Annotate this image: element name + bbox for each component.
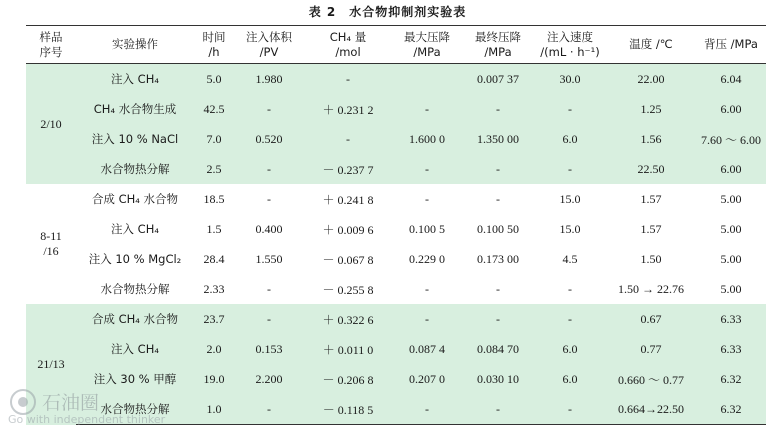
max-pressure-drop-cell <box>392 64 462 95</box>
table-body <box>26 64 766 425</box>
volume-cell: - <box>234 184 304 214</box>
table-row <box>26 214 766 244</box>
operation-cell: 合成 CH₄ 水合物 <box>76 304 194 334</box>
volume-cell: 0.520 <box>234 124 304 154</box>
injection-rate-cell: - <box>534 154 606 184</box>
back-pressure-cell: 5.00 <box>696 184 766 214</box>
back-pressure-cell: 6.04 <box>696 64 766 95</box>
max-pressure-drop-cell: - <box>392 184 462 214</box>
ch4-cell: ＋ 0.011 0 <box>304 334 392 364</box>
time-cell: 19.0 <box>194 364 234 394</box>
ch4-cell: ＋ 0.231 2 <box>304 94 392 124</box>
ch4-cell: - <box>304 64 392 95</box>
volume-cell: - <box>234 94 304 124</box>
inhibitor-experiment-table <box>26 25 766 425</box>
final-pressure-drop-cell: - <box>462 154 534 184</box>
injection-rate-cell: 30.0 <box>534 64 606 95</box>
back-pressure-cell: 5.00 <box>696 274 766 304</box>
max-pressure-drop-cell: 1.600 0 <box>392 124 462 154</box>
operation-cell: 注入 CH₄ <box>76 334 194 364</box>
max-pressure-drop-cell: - <box>392 304 462 334</box>
ch4-cell: － 0.255 8 <box>304 274 392 304</box>
table-row <box>26 334 766 364</box>
ch4-cell: ＋ 0.241 8 <box>304 184 392 214</box>
volume-cell: 0.400 <box>234 214 304 244</box>
final-pressure-drop-cell: 0.084 70 <box>462 334 534 364</box>
temperature-cell: 0.67 <box>606 304 696 334</box>
sample-cell: 2/10 <box>26 64 76 185</box>
max-pressure-drop-cell: 0.207 0 <box>392 364 462 394</box>
injection-rate-cell: - <box>534 394 606 425</box>
temperature-cell: 1.57 <box>606 214 696 244</box>
injection-rate-cell: 6.0 <box>534 364 606 394</box>
max-pressure-drop-cell: - <box>392 154 462 184</box>
time-cell: 1.0 <box>194 394 234 425</box>
table-title: 表 2 水合物抑制剂实验表 <box>308 5 467 19</box>
header-volume: 注入体积 /PV <box>234 26 304 64</box>
final-pressure-drop-cell: 0.007 37 <box>462 64 534 95</box>
temperature-cell: 0.664→22.50 <box>606 394 696 425</box>
temperature-cell: 0.77 <box>606 334 696 364</box>
header-temperature: 温度 /℃ <box>606 26 696 64</box>
temperature-cell: 0.660 ～ 0.77 <box>606 364 696 394</box>
operation-cell: 注入 CH₄ <box>76 214 194 244</box>
volume-cell: - <box>234 304 304 334</box>
max-pressure-drop-cell: - <box>392 94 462 124</box>
watermark-tagline: Go with independent thinker <box>8 413 166 426</box>
ch4-cell: － 0.206 8 <box>304 364 392 394</box>
time-cell: 23.7 <box>194 304 234 334</box>
injection-rate-cell: - <box>534 274 606 304</box>
back-pressure-cell: 7.60 ～ 6.00 <box>696 124 766 154</box>
table-row <box>26 64 766 95</box>
volume-cell: - <box>234 394 304 425</box>
temperature-cell: 22.50 <box>606 154 696 184</box>
operation-cell: 注入 10 % MgCl₂ <box>76 244 194 274</box>
injection-rate-cell: 15.0 <box>534 184 606 214</box>
time-cell: 42.5 <box>194 94 234 124</box>
injection-rate-cell: - <box>534 94 606 124</box>
header-operation: 实验操作 <box>76 26 194 64</box>
temperature-cell: 1.50 → 22.76 <box>606 274 696 304</box>
time-cell: 2.0 <box>194 334 234 364</box>
max-pressure-drop-cell: 0.100 5 <box>392 214 462 244</box>
volume-cell: 1.980 <box>234 64 304 95</box>
final-pressure-drop-cell: - <box>462 94 534 124</box>
final-pressure-drop-cell: - <box>462 304 534 334</box>
header-time: 时间 /h <box>194 26 234 64</box>
back-pressure-cell: 6.33 <box>696 304 766 334</box>
back-pressure-cell: 6.32 <box>696 394 766 425</box>
temperature-cell: 1.50 <box>606 244 696 274</box>
ch4-cell: ＋ 0.322 6 <box>304 304 392 334</box>
sample-cell: 21/13 <box>26 304 76 425</box>
back-pressure-cell: 6.00 <box>696 154 766 184</box>
operation-cell: 水合物热分解 <box>76 394 194 425</box>
ch4-cell: ＋ 0.009 6 <box>304 214 392 244</box>
final-pressure-drop-cell: 0.173 00 <box>462 244 534 274</box>
header-ch4: CH₄ 量 /mol <box>304 26 392 64</box>
injection-rate-cell: 15.0 <box>534 214 606 244</box>
max-pressure-drop-cell: - <box>392 394 462 425</box>
injection-rate-cell: 4.5 <box>534 244 606 274</box>
operation-cell: 水合物热分解 <box>76 154 194 184</box>
time-cell: 2.5 <box>194 154 234 184</box>
injection-rate-cell: - <box>534 304 606 334</box>
header-back-pressure: 背压 /MPa <box>696 26 766 64</box>
temperature-cell: 1.25 <box>606 94 696 124</box>
volume-cell: 1.550 <box>234 244 304 274</box>
operation-cell: 注入 30 % 甲醇 <box>76 364 194 394</box>
back-pressure-cell: 5.00 <box>696 214 766 244</box>
back-pressure-cell: 5.00 <box>696 244 766 274</box>
injection-rate-cell: 6.0 <box>534 334 606 364</box>
final-pressure-drop-cell: - <box>462 394 534 425</box>
final-pressure-drop-cell: - <box>462 274 534 304</box>
temperature-cell: 1.57 <box>606 184 696 214</box>
table-row <box>26 394 766 425</box>
ch4-cell: － 0.237 7 <box>304 154 392 184</box>
table-row <box>26 124 766 154</box>
final-pressure-drop-cell: 1.350 00 <box>462 124 534 154</box>
time-cell: 1.5 <box>194 214 234 244</box>
temperature-cell: 22.00 <box>606 64 696 95</box>
volume-cell: - <box>234 274 304 304</box>
back-pressure-cell: 6.33 <box>696 334 766 364</box>
time-cell: 7.0 <box>194 124 234 154</box>
header-max-pressure-drop: 最大压降 /MPa <box>392 26 462 64</box>
table-row <box>26 274 766 304</box>
header-final-pressure-drop: 最终压降 /MPa <box>462 26 534 64</box>
volume-cell: - <box>234 154 304 184</box>
table-row <box>26 154 766 184</box>
final-pressure-drop-cell: 0.030 10 <box>462 364 534 394</box>
table-row <box>26 364 766 394</box>
operation-cell: 注入 CH₄ <box>76 64 194 95</box>
table-row <box>26 304 766 334</box>
time-cell: 2.33 <box>194 274 234 304</box>
injection-rate-cell: 6.0 <box>534 124 606 154</box>
max-pressure-drop-cell: 0.229 0 <box>392 244 462 274</box>
table-row <box>26 244 766 274</box>
header-injection-rate: 注入速度 /(mL · h⁻¹) <box>534 26 606 64</box>
back-pressure-cell: 6.32 <box>696 364 766 394</box>
sample-cell: 8-11 /16 <box>26 184 76 304</box>
time-cell: 18.5 <box>194 184 234 214</box>
volume-cell: 0.153 <box>234 334 304 364</box>
operation-cell: 注入 10 % NaCl <box>76 124 194 154</box>
volume-cell: 2.200 <box>234 364 304 394</box>
ch4-cell: - <box>304 124 392 154</box>
watermark-name: 石油圈 <box>42 392 100 414</box>
final-pressure-drop-cell: 0.100 50 <box>462 214 534 244</box>
final-pressure-drop-cell: - <box>462 184 534 214</box>
max-pressure-drop-cell: - <box>392 274 462 304</box>
operation-cell: 合成 CH₄ 水合物 <box>76 184 194 214</box>
header-sample: 样品 序号 <box>26 26 76 64</box>
time-cell: 28.4 <box>194 244 234 274</box>
max-pressure-drop-cell: 0.087 4 <box>392 334 462 364</box>
operation-cell: 水合物热分解 <box>76 274 194 304</box>
ch4-cell: － 0.067 8 <box>304 244 392 274</box>
table-row <box>26 94 766 124</box>
ch4-cell: － 0.118 5 <box>304 394 392 425</box>
operation-cell: CH₄ 水合物生成 <box>76 94 194 124</box>
header-row <box>26 26 766 64</box>
table-row <box>26 184 766 214</box>
temperature-cell: 1.56 <box>606 124 696 154</box>
time-cell: 5.0 <box>194 64 234 95</box>
back-pressure-cell: 6.00 <box>696 94 766 124</box>
